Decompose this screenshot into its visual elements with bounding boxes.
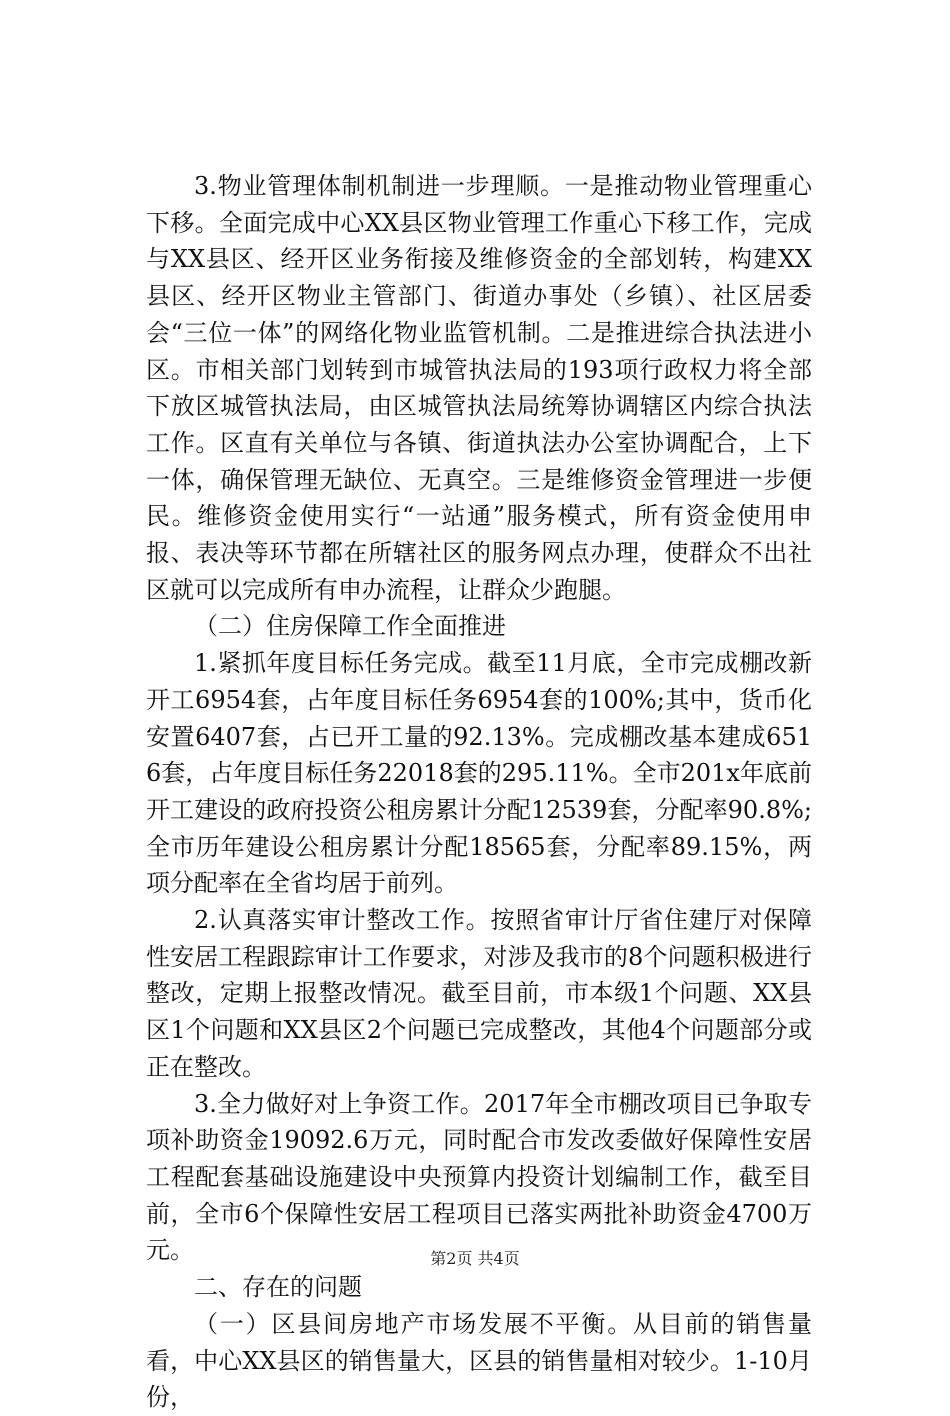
paragraph-audit-rectification: 2.认真落实审计整改工作。按照省审计厅省住建厅对保障性安居工程跟踪审计工作要求，对涉及我市的8个问题积极进行整改，定期上报整改情况。截至目前，市本级1个问题、XX县区1个问题和XX县区2个问题已完成整改，其他4个问题部分或正在整改。 (146, 906, 812, 1081)
section-heading-housing-security: （二）住房保障工作全面推进 (194, 612, 506, 641)
page-number-footer: 第2页 共4页 (430, 1249, 520, 1268)
paragraph-funding: 3.全力做好对上争资工作。2017年全市棚改项目已争取专项补助资金19092.6万元，同时配合市发改委做好保障性安居工程配套基础设施建设中央预算内投资计划编制工作，截至目前，全市6个保障性安居工程项目已落实两批补助资金4700万元。 (146, 1089, 812, 1265)
document-body (146, 168, 812, 1416)
paragraph-property-management: 3.物业管理体制机制进一步理顺。一是推动物业管理重心下移。全面完成中心XX县区物业管理工作重心下移工作，完成与XX县区、经开区业务衔接及维修资金的全部划转，构建XX县区、经开区物业主管部门、街道办事处（乡镇）、社区居委会“三位一体”的网络化物业监管机制。二是推进综合执法进小区。市相关部门划转到市城管执法局的193项行政权力将全部下放区城管执法局，由区城管执法局统筹协调辖区内综合执法工作。区直有关单位与各镇、街道执法办公室协调配合，上下一体，确保管理无缺位、无真空。三是维修资金管理进一步便民。维修资金使用实行“一站通”服务模式，所有资金使用申报、表决等环节都在所辖社区的服务网点办理，使群众不出社区就可以完成所有申办流程，让群众少跑腿。 (146, 172, 812, 604)
paragraph-market-imbalance: （一）区县间房地产市场发展不平衡。从目前的销售量看，中心XX县区的销售量大，区县的销售量相对较少。1-10月份， (146, 1309, 812, 1412)
section-heading-problems: 二、存在的问题 (194, 1273, 362, 1302)
paragraph-annual-targets: 1.紧抓年度目标任务完成。截至11月底，全市完成棚改新开工6954套，占年度目标任务6954套的100%;其中，货币化安置6407套，占已开工量的92.13%。完成棚改基本建成6516套，占年度目标任务22018套的295.11%。全市201x年底前开工建设的政府投资公租房累计分配12539套，分配率90.8%;全市历年建设公租房累计分配18565套，分配率89.15%，两项分配率在全省均居于前列。 (146, 649, 812, 898)
